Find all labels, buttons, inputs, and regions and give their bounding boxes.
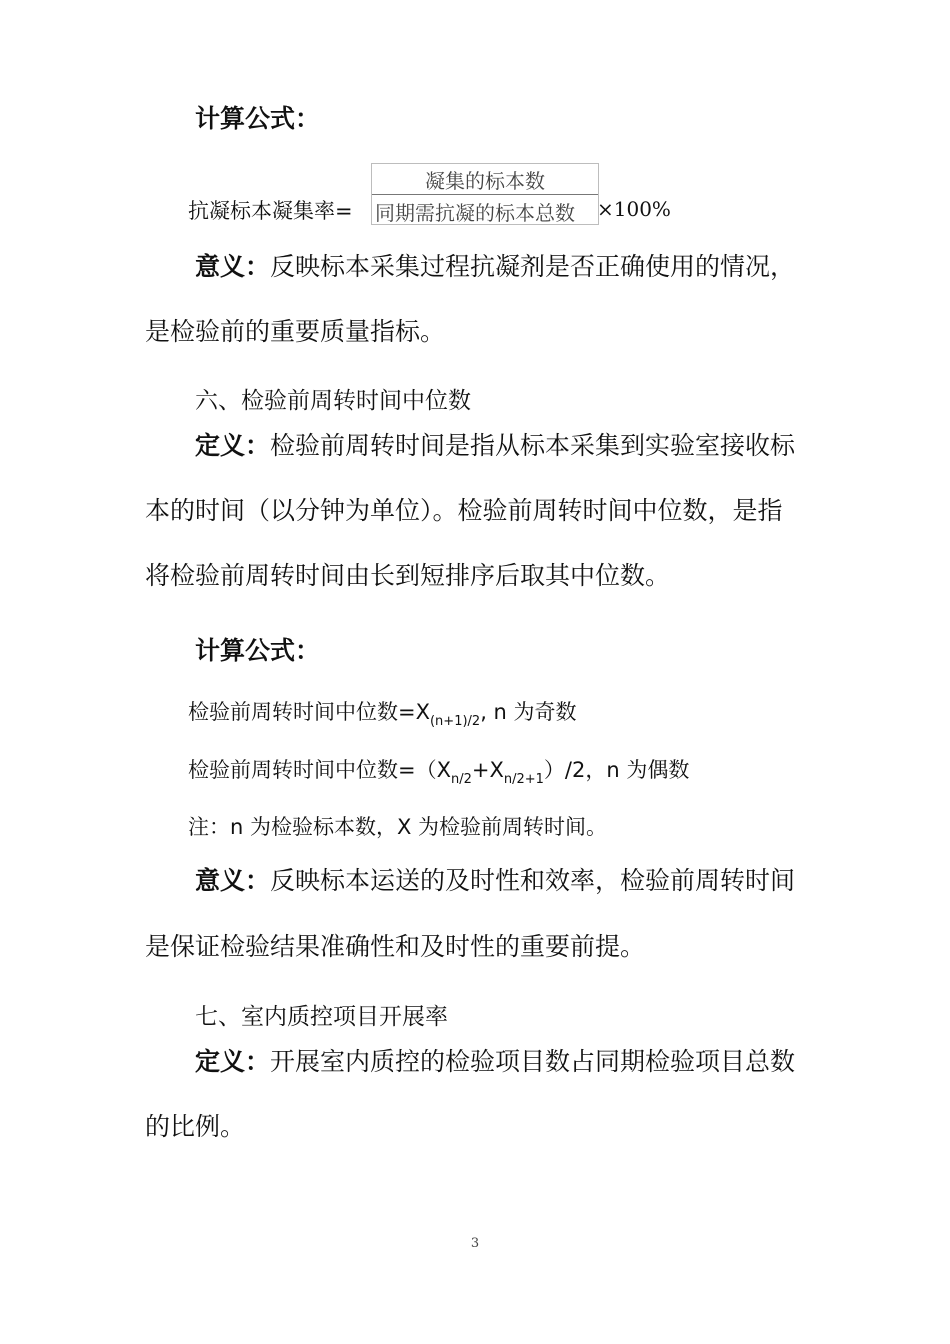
meaning-line: 意义：反映标本运送的及时性和效率，检验前周转时间	[195, 866, 796, 895]
fraction-denominator: 同期需抗凝的标本总数	[375, 201, 575, 225]
definition-line: 定义：检验前周转时间是指从标本采集到实验室接收标	[195, 431, 796, 460]
section-title: 七、室内质控项目开展率	[195, 1004, 448, 1030]
formula-even: 检验前周转时间中位数$=(X_{n/2}+X_{n/2+1})/2$，n 为偶数	[188, 758, 690, 787]
meaning-line: 是检验前的重要质量指标。	[145, 317, 446, 346]
page-number: 3	[470, 1236, 480, 1251]
formula-fraction	[371, 163, 599, 225]
definition-line: 本的时间（以分钟为单位）。检验前周转时间中位数，是指	[145, 496, 783, 525]
formula-multiplier: ×100%	[597, 197, 671, 221]
definition-label: 定义：	[195, 1047, 271, 1076]
definition-label: 定义：	[195, 431, 271, 460]
formula-odd: 检验前周转时间中位数$=X_{(n+1)/2}$, n 为奇数	[188, 700, 577, 729]
definition-line: 定义：开展室内质控的检验项目数占同期检验项目总数	[195, 1047, 796, 1076]
calc-heading: 计算公式：	[195, 636, 321, 665]
fraction-bar	[372, 194, 598, 195]
fraction-numerator: 凝集的标本数	[425, 169, 545, 193]
note: 注：n 为检验标本数，X 为检验前周转时间。	[188, 815, 608, 839]
formula-lhs: 抗凝标本凝集率=	[188, 199, 353, 223]
meaning-label: 意义：	[195, 866, 271, 895]
meaning-line: 是保证检验结果准确性和及时性的重要前提。	[145, 932, 646, 961]
meaning-label: 意义：	[195, 252, 271, 281]
meaning-line: 意义：反映标本采集过程抗凝剂是否正确使用的情况，	[195, 252, 796, 281]
calc-heading: 计算公式：	[195, 104, 321, 133]
definition-line: 将检验前周转时间由长到短排序后取其中位数。	[145, 561, 671, 590]
section-title: 六、检验前周转时间中位数	[195, 388, 471, 414]
definition-line: 的比例。	[145, 1112, 246, 1141]
